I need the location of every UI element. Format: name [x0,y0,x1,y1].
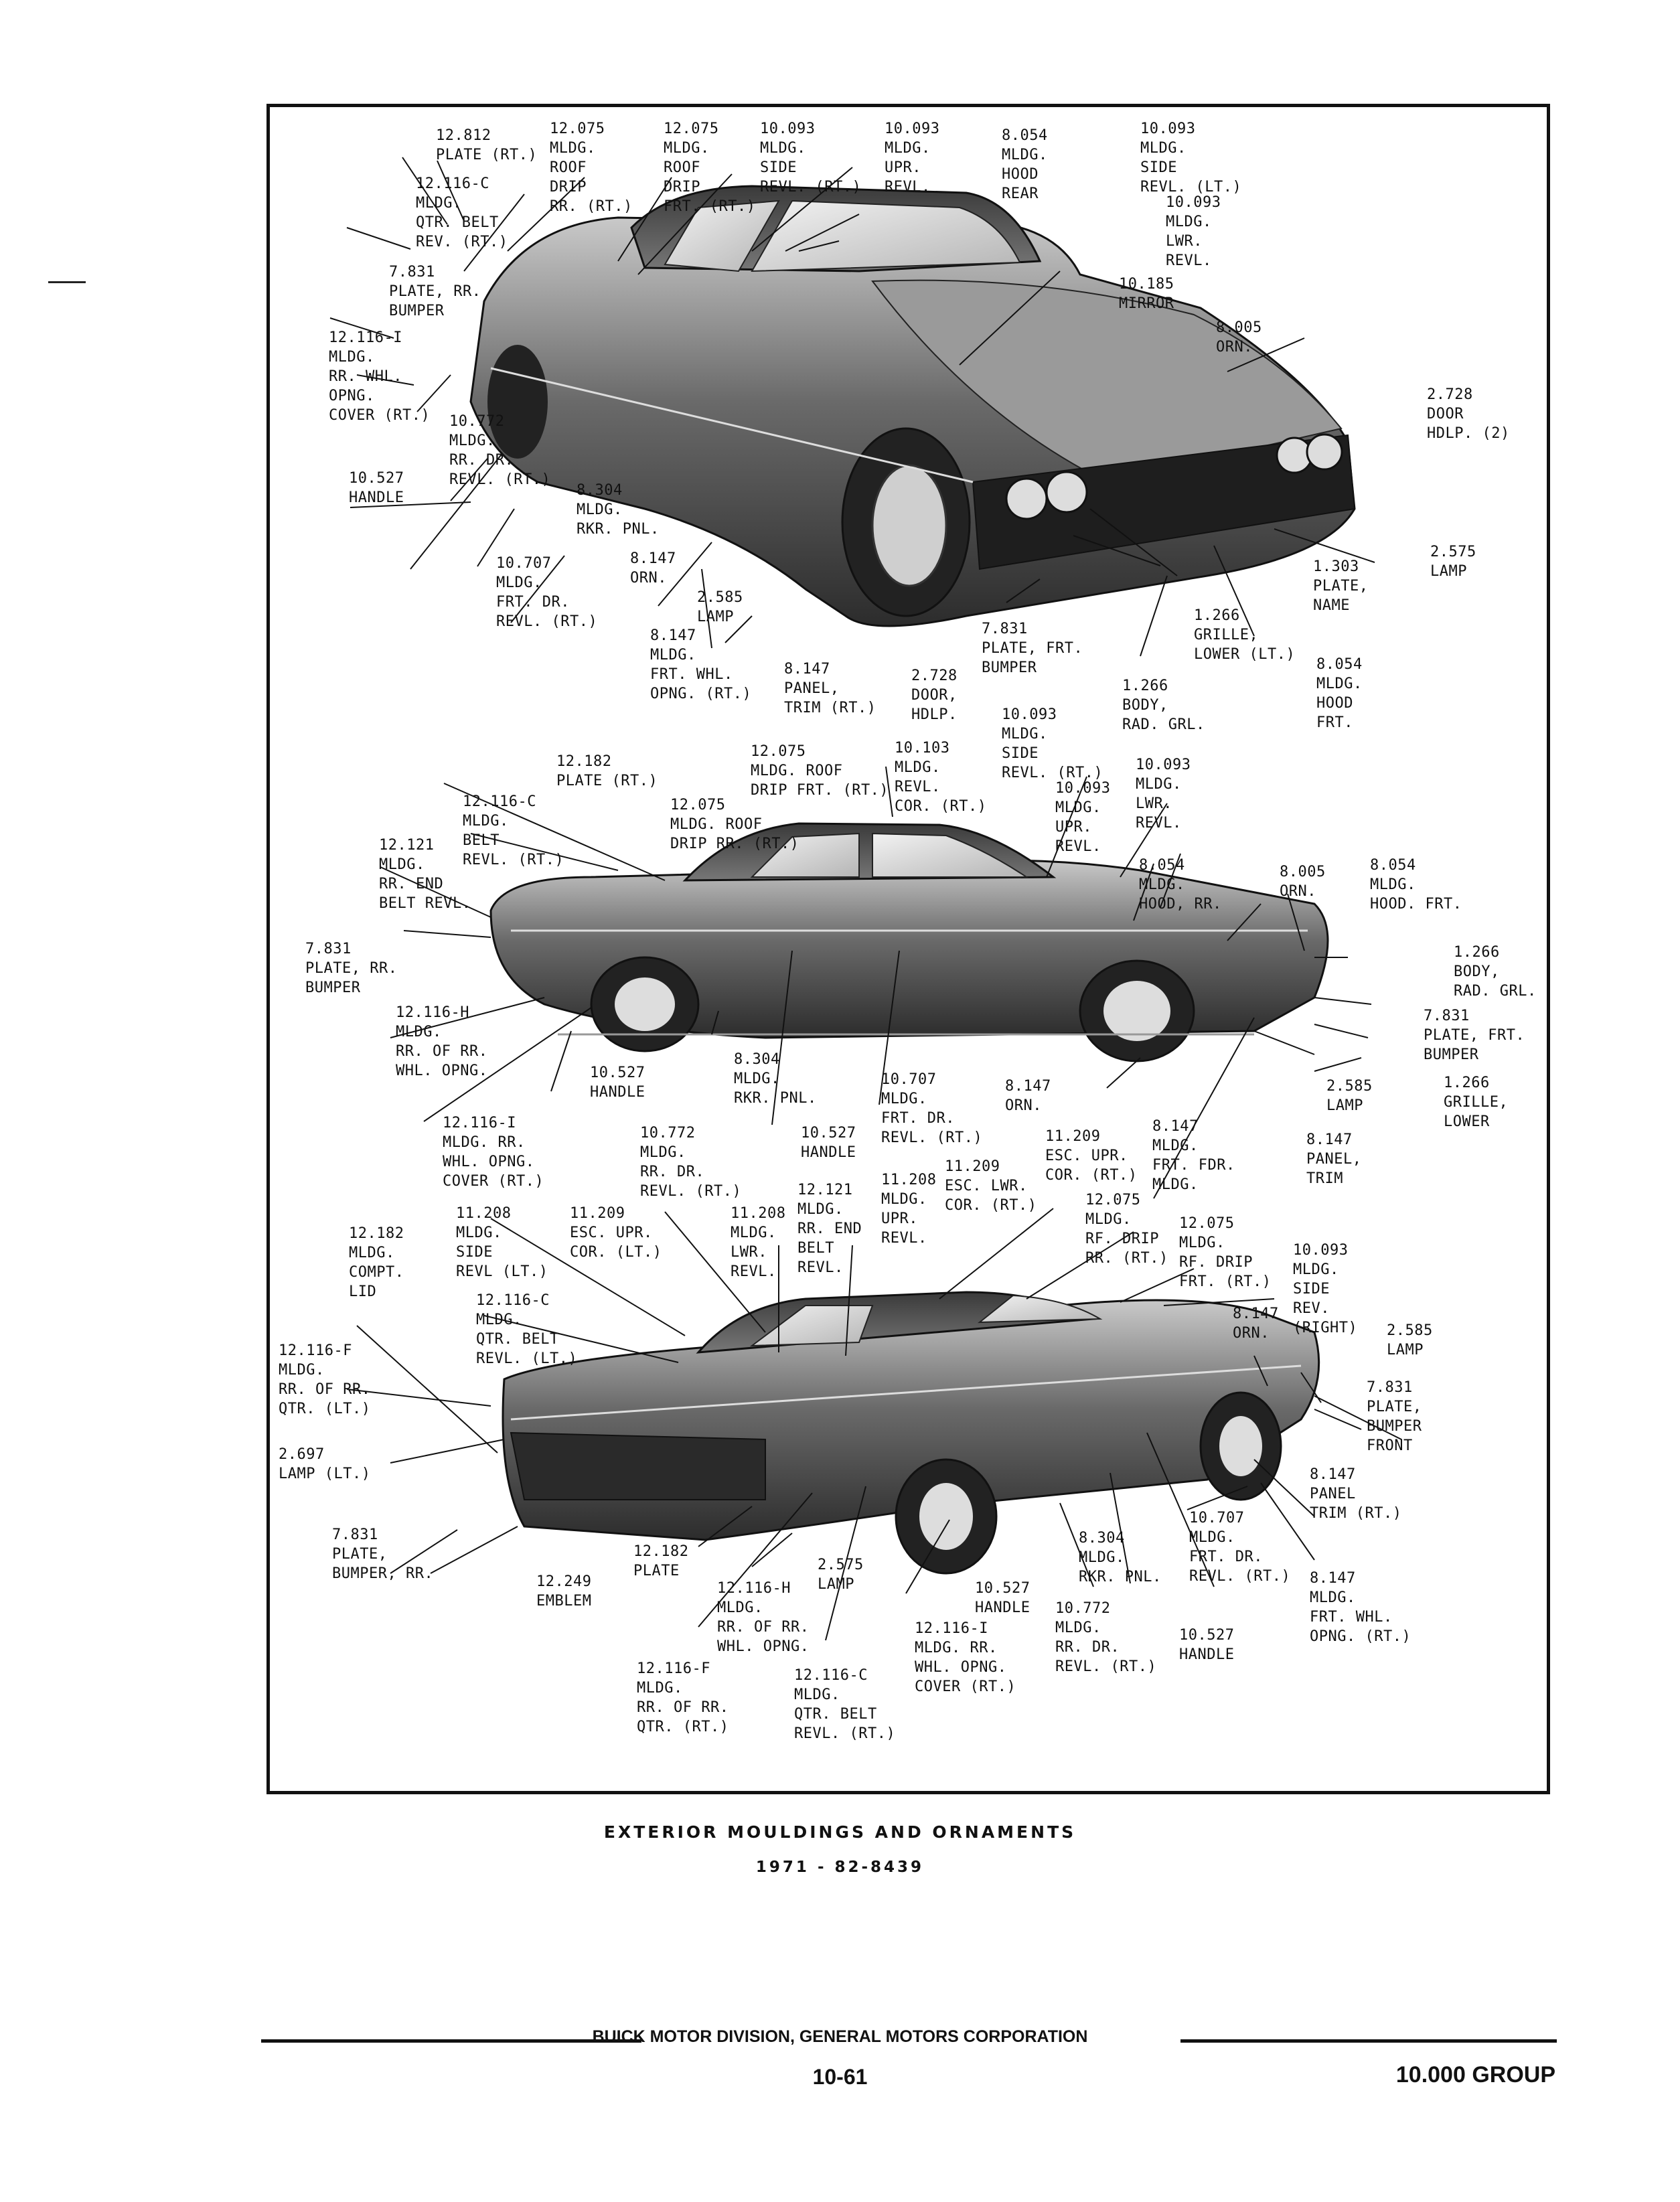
callout-label: 8.147 MLDG. FRT. FDR. MLDG. [1152,1118,1235,1193]
callout-label: 12.121 MLDG. RR. END BELT REVL. [797,1182,862,1276]
callout-label: 11.209 ESC. LWR. COR. (RT.) [945,1158,1037,1214]
car-illustrations [270,107,1547,1791]
margin-mark [48,281,86,283]
car-front-view [471,186,1355,626]
callout-label: 8.304 MLDG. RKR. PNL. [1079,1530,1162,1585]
callout-label: 11.208 MLDG. UPR. REVL. [881,1172,937,1247]
callout-label: 1.266 BODY, RAD. GRL. [1454,944,1537,1000]
footer-corporation: BUICK MOTOR DIVISION, GENERAL MOTORS CORPORATION [592,2027,1088,2046]
callout-label: 10.527 HANDLE [1179,1627,1235,1663]
callout-label: 11.208 MLDG. SIDE REVL (LT.) [456,1205,548,1280]
callout-label: 1.266 GRILLE, LOWER (LT.) [1194,607,1296,663]
callout-label: 10.707 MLDG. FRT. DR. REVL. (RT.) [1189,1510,1291,1585]
callout-label: 8.304 MLDG. RKR. PNL. [577,482,660,538]
callout-label: 12.116-C MLDG. QTR. BELT REV. (RT.) [416,175,508,250]
callout-label: 12.075 MLDG. ROOF DRIP RR. (RT.) [670,797,799,852]
callout-label: 12.075 MLDG. RF. DRIP FRT. (RT.) [1179,1215,1272,1290]
callout-label: 8.147 PANEL TRIM (RT.) [1310,1466,1402,1522]
callout-label: 1.303 PLATE, NAME [1313,558,1369,614]
callout-label: 12.116-C MLDG. QTR. BELT REVL. (LT.) [476,1292,578,1367]
callout-label: 12.075 MLDG. ROOF DRIP FRT. (RT.) [751,743,889,799]
callout-label: 10.527 HANDLE [975,1580,1030,1616]
callout-label: 12.182 PLATE [633,1543,689,1579]
callout-label: 8.005 ORN. [1280,864,1326,900]
callout-label: 12.075 MLDG. ROOF DRIP FRT. (RT.) [664,121,756,215]
callout-label: 10.103 MLDG. REVL. COR. (RT.) [895,740,987,815]
callout-label: 11.208 MLDG. LWR. REVL. [731,1205,786,1280]
callout-label: 8.147 PANEL, TRIM [1306,1131,1362,1187]
callout-label: 10.772 MLDG. RR. DR. REVL. (RT.) [1055,1600,1157,1675]
callout-label: 10.093 MLDG. UPR. REVL. [885,121,940,195]
callout-label: 10.093 MLDG. SIDE REVL. (RT.) [1002,706,1103,781]
illustration-frame [266,104,1550,1794]
figure-caption-title: EXTERIOR MOULDINGS AND ORNAMENTS [603,1822,1077,1842]
callout-label: 10.093 MLDG. SIDE REVL. (RT.) [760,121,862,195]
group-label: 10.000 GROUP [1395,2062,1555,2088]
callout-label: 8.054 MLDG. HOOD. FRT. [1370,857,1462,913]
callout-label: 12.812 PLATE (RT.) [436,127,538,163]
callout-label: 8.147 MLDG. FRT. WHL. OPNG. (RT.) [1310,1570,1411,1645]
callout-label: 10.093 MLDG. SIDE REV. (RIGHT) [1293,1242,1358,1336]
callout-label: 10.707 MLDG. FRT. DR. REVL. (RT.) [881,1071,983,1146]
callout-label: 10.093 MLDG. UPR. REVL. [1055,780,1111,855]
callout-label: 8.304 MLDG. RKR. PNL. [734,1051,817,1107]
callout-label: 11.209 ESC. UPR. COR. (LT.) [570,1205,662,1261]
callout-label: 12.116-I MLDG. RR. WHL. OPNG. COVER (RT.) [329,329,431,424]
callout-label: 8.147 MLDG. FRT. WHL. OPNG. (RT.) [650,627,752,702]
callout-label: 10.093 MLDG. LWR. REVL. [1136,757,1191,832]
callout-label: 7.831 PLATE, BUMPER, RR. [332,1526,434,1582]
callout-label: 7.831 PLATE, FRT. BUMPER [1424,1008,1525,1063]
callout-label: 2.585 LAMP [697,589,743,625]
callout-label: 12.075 MLDG. RF. DRIP RR. (RT.) [1085,1192,1168,1267]
callout-label: 10.772 MLDG. RR. DR. REVL. (RT.) [449,413,551,488]
callout-label: 12.182 MLDG. COMPT. LID [349,1225,404,1300]
callout-label: 12.182 PLATE (RT.) [556,753,658,789]
callout-label: 10.707 MLDG. FRT. DR. REVL. (RT.) [496,555,598,630]
callout-label: 10.093 MLDG. LWR. REVL. [1166,194,1221,269]
callout-label: 2.585 LAMP [1326,1078,1373,1114]
callout-label: 8.054 MLDG. HOOD FRT. [1316,656,1363,731]
callout-label: 12.116-H MLDG. RR. OF RR. WHL. OPNG. [396,1004,488,1079]
callout-label: 12.116-F MLDG. RR. OF RR. QTR. (LT.) [279,1342,371,1417]
callout-label: 8.147 ORN. [1233,1306,1279,1342]
callout-label: 8.147 ORN. [1005,1078,1051,1114]
callout-label: 7.831 PLATE, FRT. BUMPER [982,621,1083,676]
callout-label: 11.209 ESC. UPR. COR. (RT.) [1045,1128,1138,1184]
callout-label: 10.185 MIRROR [1119,276,1174,312]
callout-label: 2.575 LAMP [818,1557,864,1593]
callout-label: 10.527 HANDLE [349,470,404,506]
callout-label: 1.266 GRILLE, LOWER [1444,1075,1509,1130]
callout-label: 7.831 PLATE, BUMPER FRONT [1367,1379,1422,1454]
callout-label: 7.831 PLATE, RR. BUMPER [305,941,398,996]
callout-label: 12.116-C MLDG. BELT REVL. (RT.) [463,793,564,868]
page-number: 10-61 [812,2065,868,2089]
callout-label: 2.728 DOOR, HDLP. [911,667,958,723]
callout-label: 12.116-C MLDG. QTR. BELT REVL. (RT.) [794,1667,896,1742]
callout-label: 12.075 MLDG. ROOF DRIP RR. (RT.) [550,121,633,215]
callout-label: 12.121 MLDG. RR. END BELT REVL. [379,837,471,912]
callout-label: 12.116-I MLDG. RR. WHL. OPNG. COVER (RT.) [443,1115,544,1190]
callout-label: 2.575 LAMP [1430,544,1476,580]
callout-label: 10.772 MLDG. RR. DR. REVL. (RT.) [640,1125,742,1200]
callout-label: 2.697 LAMP (LT.) [279,1446,371,1482]
callout-label: 2.585 LAMP [1387,1322,1433,1358]
callout-label: 10.527 HANDLE [590,1065,645,1101]
callout-label: 12.116-H MLDG. RR. OF RR. WHL. OPNG. [717,1580,810,1655]
callout-label: 2.728 DOOR HDLP. (2) [1427,386,1510,442]
callout-label: 12.249 EMBLEM [536,1573,592,1609]
callout-label: 8.054 MLDG. HOOD, RR. [1139,857,1222,913]
callout-label: 8.147 PANEL, TRIM (RT.) [784,661,876,716]
callout-label: 8.005 ORN. [1216,319,1262,356]
callout-label: 1.266 BODY, RAD. GRL. [1122,678,1205,733]
callout-label: 10.093 MLDG. SIDE REVL. (LT.) [1140,121,1242,195]
callout-label: 12.116-I MLDG. RR. WHL. OPNG. COVER (RT.) [915,1620,1016,1695]
callout-label: 12.116-F MLDG. RR. OF RR. QTR. (RT.) [637,1660,729,1735]
callout-label: 8.147 ORN. [630,550,676,586]
callout-label: 8.054 MLDG. HOOD REAR [1002,127,1048,202]
callout-label: 7.831 PLATE, RR. BUMPER [389,264,481,319]
figure-caption-code: 1971 - 82-8439 [755,1859,925,1876]
callout-label: 10.527 HANDLE [801,1125,856,1161]
